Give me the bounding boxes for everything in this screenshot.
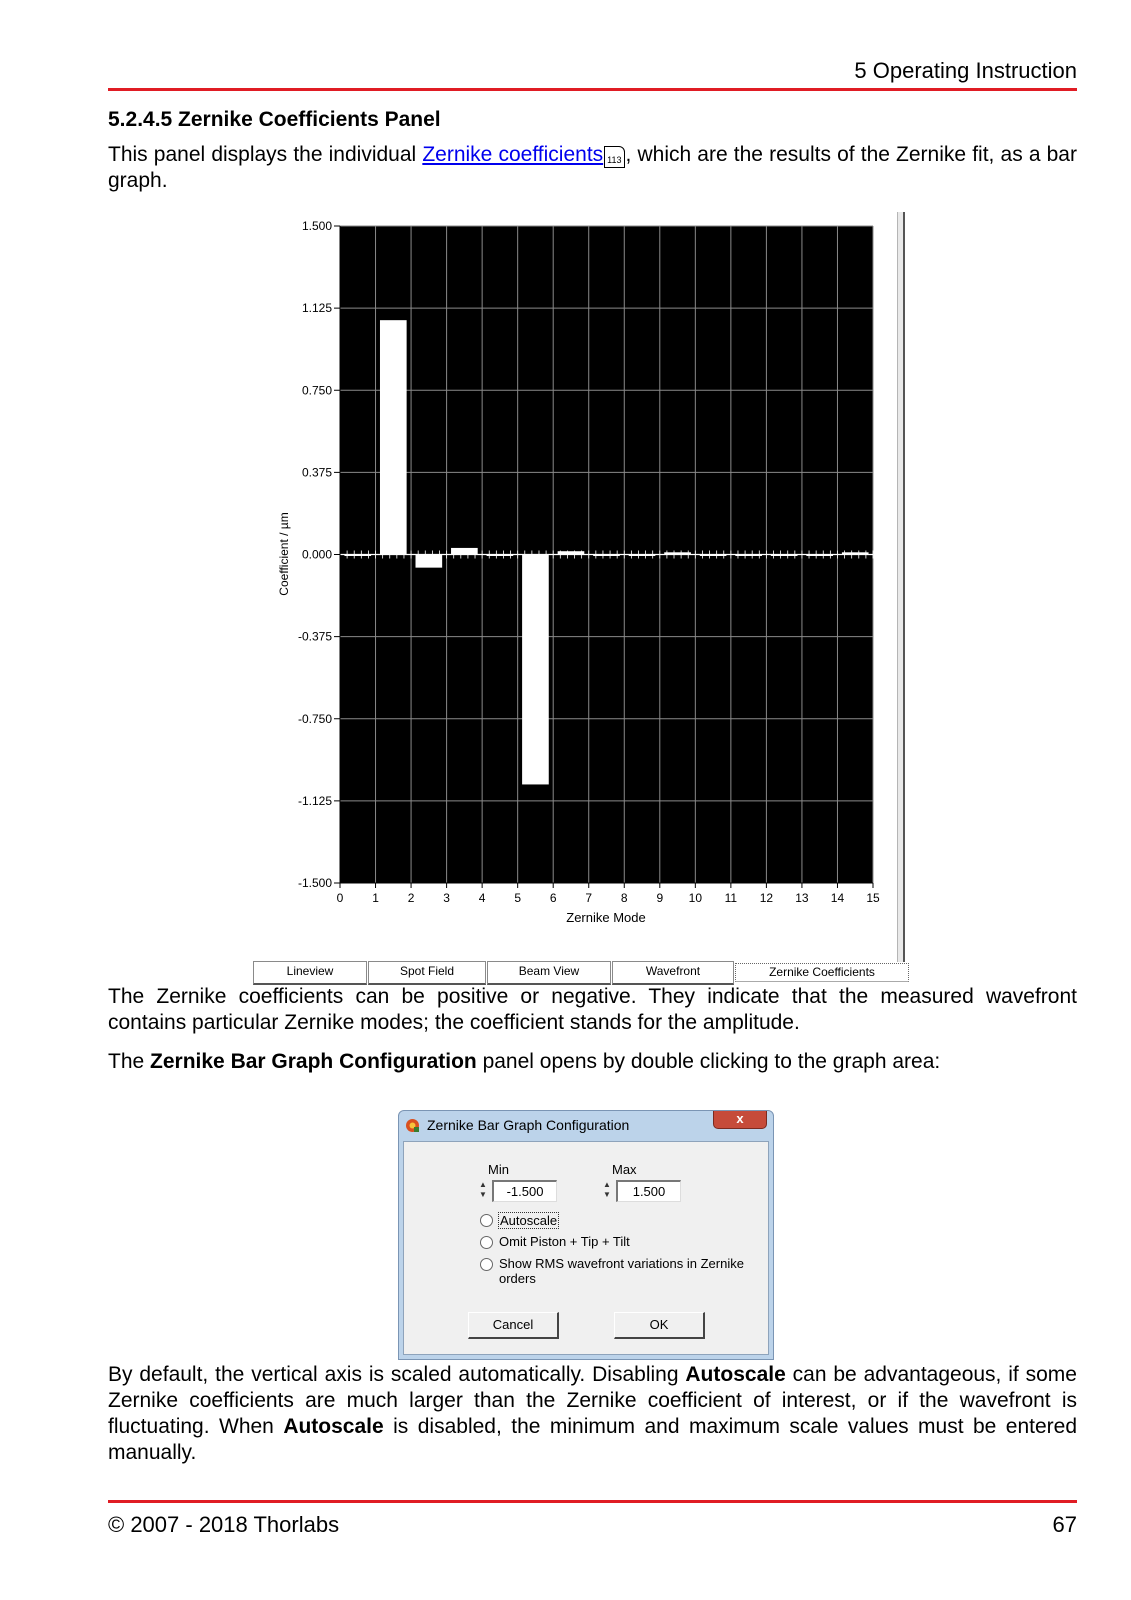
bar-mode-3 xyxy=(416,555,443,568)
show-rms-radio[interactable] xyxy=(480,1258,493,1271)
header-rule xyxy=(108,88,1077,91)
zernike-bar-graph-config-dialog xyxy=(398,1110,774,1360)
omit-piston-label[interactable]: Omit Piston + Tip + Tilt xyxy=(499,1234,630,1249)
y-tick-label: 0.750 xyxy=(301,383,332,398)
bar-mode-6 xyxy=(522,555,549,785)
autoscale-term-2: Autoscale xyxy=(283,1415,384,1438)
x-tick-label: 11 xyxy=(724,891,738,905)
bar-mode-4 xyxy=(451,548,478,555)
x-tick-label: 5 xyxy=(514,891,522,905)
autoscale-term-1: Autoscale xyxy=(685,1363,786,1386)
show-rms-label[interactable]: Show RMS wavefront variations in Zernike orders xyxy=(499,1256,744,1286)
cancel-button[interactable]: Cancel xyxy=(468,1312,559,1339)
tab-lineview[interactable]: Lineview xyxy=(253,961,367,985)
x-tick-label: 7 xyxy=(585,891,593,905)
x-tick-label: 0 xyxy=(336,891,344,905)
dialog-title: Zernike Bar Graph Configuration xyxy=(427,1117,630,1133)
max-label: Max xyxy=(612,1162,637,1177)
x-tick-label: 8 xyxy=(620,891,628,905)
autoscale-text-2: can be advantageous, if some Zernike coefficients are much larger than the Zernike coefficient of interest, or if the wavefront is fluctuating. When xyxy=(108,1363,1077,1438)
autoscale-label[interactable]: Autoscale xyxy=(500,1213,558,1228)
x-tick-label: 10 xyxy=(688,891,703,905)
x-tick-label: 14 xyxy=(830,891,845,905)
intro-text-start: This panel displays the individual xyxy=(108,143,423,166)
intro-text-end: , which are the results of the Zernike fit, as a bar graph. xyxy=(108,143,1077,192)
copyright: © 2007 - 2018 Thorlabs xyxy=(108,1512,340,1537)
config-panel-name: Zernike Bar Graph Configuration xyxy=(150,1050,477,1073)
view-tabs xyxy=(253,961,921,983)
min-label: Min xyxy=(488,1162,509,1177)
app-icon xyxy=(405,1118,420,1133)
autoscale-text-1: By default, the vertical axis is scaled automatically. Disabling xyxy=(108,1363,686,1386)
x-tick-label: 3 xyxy=(443,891,450,905)
footer-rule xyxy=(108,1500,1077,1503)
x-tick-label: 15 xyxy=(866,891,880,905)
max-spinner-icon[interactable]: ▲ ▼ xyxy=(603,1180,611,1199)
x-tick-label: 2 xyxy=(407,891,415,905)
zernike-chart-panel[interactable] xyxy=(250,212,920,979)
chapter-header: 5 Operating Instruction xyxy=(854,58,1077,83)
y-tick-label: 0.000 xyxy=(301,547,332,562)
x-tick-label: 12 xyxy=(759,891,774,905)
ok-button[interactable]: OK xyxy=(614,1312,705,1339)
tab-beam-view[interactable]: Beam View xyxy=(487,961,611,985)
tab-spot-field[interactable]: Spot Field xyxy=(368,961,486,985)
y-tick-label: -0.375 xyxy=(297,629,332,644)
page-number: 67 xyxy=(1052,1512,1077,1537)
coefficients-paragraph: The Zernike coefficients can be positive or negative. They indicate that the measured wavefront contains particular Zernike modes; the coefficient stands for the amplitude. xyxy=(108,985,1077,1034)
config-intro-start: The xyxy=(108,1050,151,1073)
x-tick-label: 9 xyxy=(656,891,664,905)
autoscale-radio[interactable] xyxy=(480,1214,493,1227)
intro-paragraph xyxy=(108,142,1077,194)
close-icon[interactable]: x xyxy=(713,1111,767,1129)
autoscale-text-3: is disabled, the minimum and maximum scale values must be entered manually. xyxy=(108,1415,1078,1464)
section-title: 5.2.4.5 Zernike Coefficients Panel xyxy=(108,108,441,131)
y-tick-label: 1.500 xyxy=(301,219,332,233)
y-axis xyxy=(298,219,340,890)
min-spinner-icon[interactable]: ▲ ▼ xyxy=(479,1180,487,1199)
tab-zernike-coefficients[interactable]: Zernike Coefficients xyxy=(735,963,909,982)
max-value-input[interactable]: 1.500 xyxy=(616,1180,681,1202)
y-tick-label: 1.125 xyxy=(301,301,332,316)
zernike-coefficients-link[interactable]: Zernike coefficients xyxy=(422,143,604,166)
x-axis xyxy=(337,883,880,905)
zernike-bar-chart[interactable] xyxy=(250,212,900,960)
dialog-body xyxy=(403,1141,769,1355)
y-tick-label: -1.125 xyxy=(297,793,332,808)
page-ref-icon[interactable]: 113 xyxy=(604,146,624,168)
x-tick-label: 13 xyxy=(795,891,809,905)
min-value-input[interactable]: -1.500 xyxy=(492,1180,557,1202)
y-axis-label: Coefficient / µm xyxy=(277,512,291,596)
autoscale-paragraph xyxy=(108,1362,1077,1466)
y-tick-label: 0.375 xyxy=(301,465,332,480)
tab-wavefront[interactable]: Wavefront xyxy=(612,961,734,985)
x-tick-label: 4 xyxy=(478,891,486,905)
bar-mode-2 xyxy=(380,320,407,554)
omit-piston-radio[interactable] xyxy=(480,1236,493,1249)
config-intro-paragraph xyxy=(108,1049,1077,1075)
y-tick-label: -0.750 xyxy=(297,711,332,726)
panel-scroll-edge xyxy=(897,212,905,962)
x-tick-label: 6 xyxy=(549,891,557,905)
x-axis-label: Zernike Mode xyxy=(566,910,646,925)
y-tick-label: -1.500 xyxy=(297,876,332,890)
config-intro-end: panel opens by double clicking to the graph area: xyxy=(476,1050,941,1073)
x-tick-label: 1 xyxy=(372,891,379,905)
